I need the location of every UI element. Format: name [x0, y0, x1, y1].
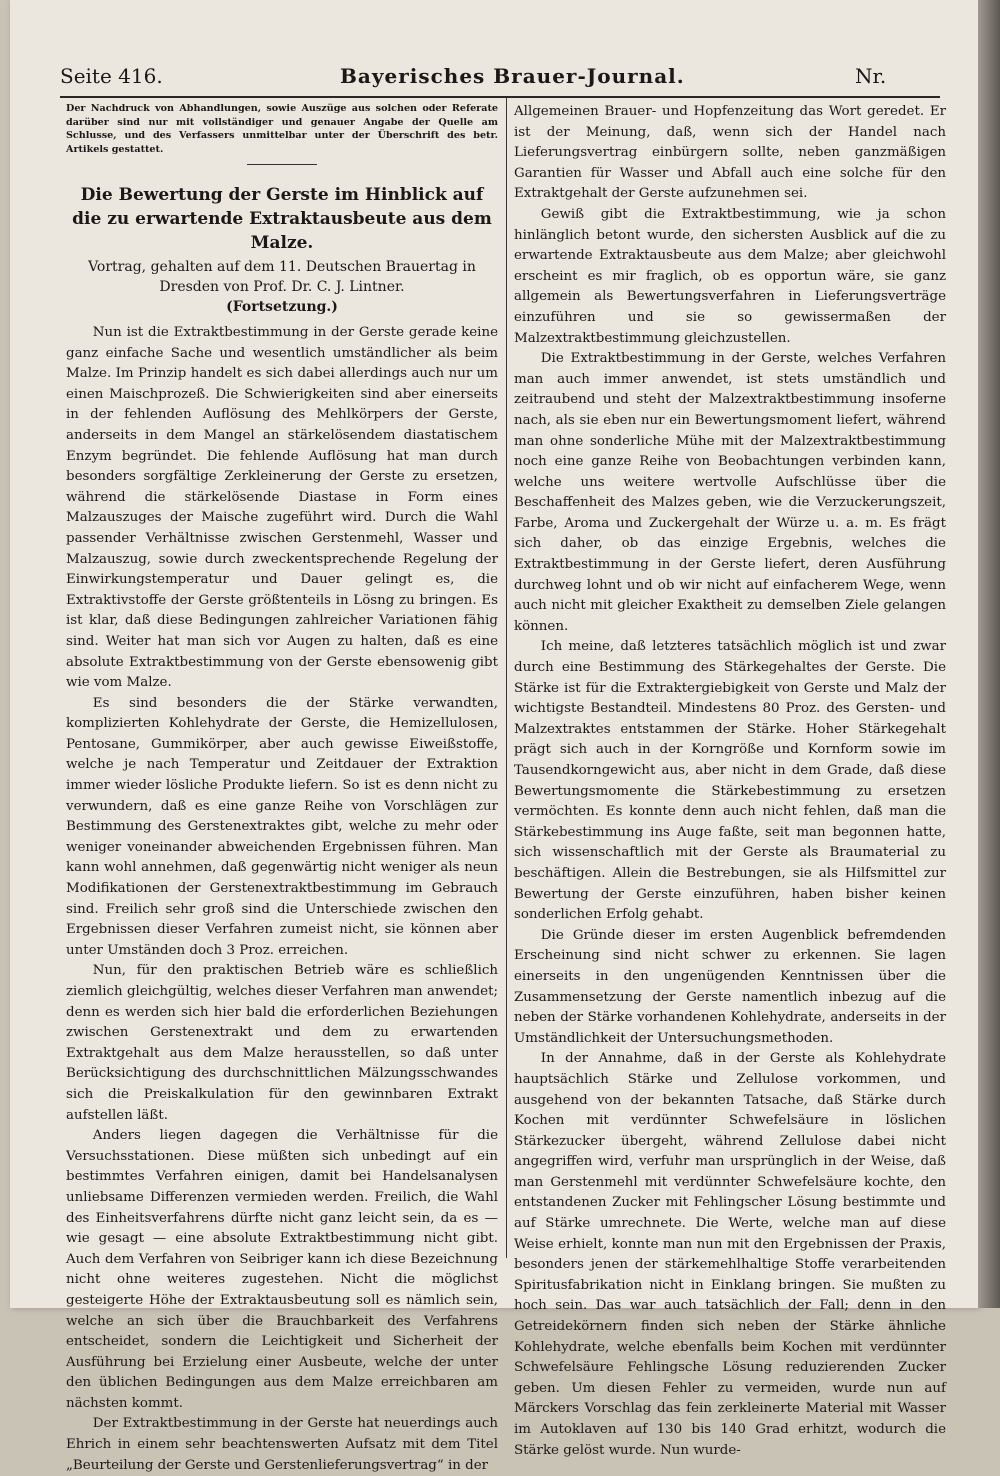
- article-title: Die Bewertung der Gerste im Hinblick auf die zu erwartende Extraktausbeute aus dem Malze.: [72, 185, 492, 253]
- article-subtitle: Vortrag, gehalten auf dem 11. Deutschen Brauertag in Dresden von Prof. Dr. C. J. Lintner.: [88, 259, 476, 295]
- paragraph: Ich meine, daß letzteres tatsächlich möglich ist und zwar durch eine Bestimmung des Stärkegehaltes der Gerste. Die Stärke ist für die Extraktergiebigkeit von Gerste und Malz der wichtigste Bestandteil. Mindestens 80 Proz. des Gersten- und Malzextraktes entstammen der Stärke. Hoher Stärkegehalt prägt sich auch in der Korngröße und Kornform sowie im Tausendkorngewicht aus, aber nicht in dem Grade, daß diese Bewertungsmomente die Stärkebestimmung zu ersetzen vermöchten. Es konnte denn auch nicht fehlen, daß man die Stärkebestimmung ins Auge faßte, seit man begonnen hatte, sich wissenschaftlich mit der Gerste als Braumaterial zu beschäftigen. Allein die Bestrebungen, sie als Hilfsmittel zur Bewertung der Gerste einzuführen, haben bisher keinen sonderlichen Erfolg gehabt.: [514, 639, 946, 923]
- left-column: [66, 102, 498, 1476]
- page-header: [60, 62, 940, 92]
- right-column: [514, 102, 946, 1461]
- paragraph: Nun ist die Extraktbestimmung in der Gerste gerade keine ganz einfache Sache und wesentlich umständlicher als beim Malze. Im Prinzip handelt es sich dabei allerdings auch nur um einen Maischprozeß. Die Schwierigkeiten sind aber einerseits in der fehlenden Auflösung des Mehlkörpers der Gerste, anderseits in dem Mangel an stärkelösendem diastatischem Enzym begründet. Die fehlende Auflösung hat man durch besonders sorgfältige Zerkleinerung der Gerste zu ersetzen, während die stärkelösende Diastase in Form eines Malzauszuges der Maische zugeführt wird. Durch die Wahl passender Verhältnisse zwischen Gerstenmehl, Wasser und Malzauszug, sowie durch zweckentsprechende Regelung der Einwirkungstemperatur und Dauer gelingt es, die Extraktivstoffe der Gerste größtenteils in Lösng zu bringen. Es ist klar, daß diese Bedingungen zahlreicher Variationen fähig sind. Weiter hat man sich vor Augen zu halten, daß es eine absolute Extraktbestimmung von der Gerste ebensowenig gibt wie vom Malze.: [66, 325, 498, 691]
- page-edge-shadow: [978, 0, 1000, 1308]
- notice-rule: [247, 164, 317, 165]
- paragraph: Gewiß gibt die Extraktbestimmung, wie ja schon hinlänglich betont wurde, den sichersten Ausblick auf die zu erwartende Extraktausbeute aus dem Malze; aber gleichwohl erscheint es mir fraglich, ob es opportun wäre, sie ganz allgemein als Bewertungsverfahren in Lieferungsverträge einzuführen und sie so gewissermaßen der Malzextraktbestimmung gleichzustellen.: [514, 206, 946, 346]
- journal-title: Bayerisches Brauer-Journal.: [340, 64, 685, 88]
- paragraph: Es sind besonders die der Stärke verwandten, komplizierten Kohlehydrate der Gerste, die Hemizellulosen, Pentosane, Gummikörper, aber auch gewisse Eiweißstoffe, welche je nach Temperatur und Zeitdauer der Extraktion immer wieder lösliche Produkte liefern. So ist es denn nicht zu verwundern, daß es eine ganze Reihe von Vorschlägen zur Bestimmung des Gerstenextraktes gibt, welche zu mehr oder weniger voneinander abweichenden Ergebnissen führen. Man kann wohl annehmen, daß gegenwärtig nicht weniger als neun Modifikationen der Gerstenextraktbestimmung im Gebrauch sind. Freilich sehr groß sind die Unterschiede zwischen den Ergebnissen dieser Verfahren zumeist nicht, sie können aber unter Umständen doch 3 Proz. erreichen.: [66, 695, 498, 958]
- column-divider: [506, 98, 507, 1258]
- paragraph: Die Gründe dieser im ersten Augenblick befremdenden Erscheinung sind nicht schwer zu erkennen. Sie lagen einerseits in den ungenügenden Kenntnissen über die Zusammensetzung der Gerste namentlich inbezug auf die neben der Stärke vorhandenen Kohlehydrate, anderseits in der Umständlichkeit der Untersuchungsmethoden.: [514, 927, 946, 1046]
- paragraph: Der Extraktbestimmung in der Gerste hat neuerdings auch Ehrich in einem sehr beachtenswerten Aufsatz mit dem Titel „Beurteilung der Gerste und Gerstenlieferungsvertrag“ in der: [66, 1416, 498, 1473]
- paragraph: Nun, für den praktischen Betrieb wäre es schließlich ziemlich gleichgültig, welches dieser Verfahren man anwendet; denn es werden sich hier bald die erforderlichen Beziehungen zwischen Gerstenextrakt und dem zu erwartenden Extraktgehalt aus dem Malze herausstellen, so daß unter Berücksichtigung des durchschnittlichen Mälzungsschwandes sich die Preiskalkulation für den gewinnbaren Extrakt aufstellen läßt.: [66, 963, 498, 1123]
- issue-number-label: Nr.: [855, 64, 887, 88]
- header-rule: [60, 96, 940, 98]
- page-number: Seite 416.: [60, 64, 163, 88]
- paragraph: Allgemeinen Brauer- und Hopfenzeitung das Wort geredet. Er ist der Meinung, daß, wenn sich der Handel nach Lieferungsvertrag einbürgern sollte, neben ganzmäßigen Garantien für Wasser und Abfall auch eine solche für den Extraktgehalt der Gerste aufzunehmen sei.: [514, 104, 946, 202]
- paragraph: In der Annahme, daß in der Gerste als Kohlehydrate hauptsächlich Stärke und Zellulose vorkommen, und ausgehend von der bekannten Tatsache, daß Stärke durch Kochen mit verdünnter Schwefelsäure in löslichen Stärkezucker übergeht, während Zellulose dabei nicht angegriffen wird, verfuhr man ursprünglich in der Weise, daß man Gerstenmehl mit verdünnter Schwefelsäure kochte, den entstandenen Zucker mit Fehlingscher Lösung bestimmte und auf Stärke umrechnete. Die Werte, welche man auf diese Weise erhielt, konnte man nun mit den Ergebnissen der Praxis, besonders jenen der stärkemehlhaltige Stoffe verarbeitenden Spiritusfabrikation nicht in Einklang bringen. Sie mußten zu hoch sein. Das war auch tatsächlich der Fall; denn in den Getreidekörnern finden sich neben der Stärke ähnliche Kohlehydrate, welche ebenfalls beim Kochen mit verdünnter Schwefelsäure Fehlingsche Lösung reduzierenden Zucker geben. Um diesen Fehler zu vermeiden, wurde nun auf Märckers Vorschlag das fein zerkleinerte Material mit Wasser im Autoklaven auf 130 bis 140 Grad erhitzt, wodurch die Stärke gelöst wurde. Nun wurde-: [514, 1051, 946, 1458]
- continuation-label: (Fortsetzung.): [226, 299, 338, 315]
- reprint-notice: Der Nachdruck von Abhandlungen, sowie Auszüge aus solchen oder Referate darüber sind nur mit vollständiger und genauer Angabe der Quelle am Schlusse, und des Verfassers unmittelbar unter der Überschrift des betr. Artikels gestattet.: [66, 103, 498, 155]
- paragraph: Die Extraktbestimmung in der Gerste, welches Verfahren man auch immer anwendet, ist stets umständlich und zeitraubend und steht der Malzextraktbestimmung insoferne nach, als sie eben nur ein Bewertungsmoment liefert, während man ohne sonderliche Mühe mit der Malzextraktbestimmung noch eine ganze Reihe von Beobachtungen verbinden kann, welche uns weitere wertvolle Aufschlüsse über die Beschaffenheit des Malzes geben, wie die Verzuckerungszeit, Farbe, Aroma und Zuckergehalt der Würze u. a. m. Es frägt sich daher, ob das einzige Ergebnis, welches die Extraktbestimmung in der Gerste liefert, deren Ausführung durchweg lohnt und ob wir nicht auf einfacherem Wege, wenn auch nicht mit gleicher Exaktheit zu demselben Ziele gelangen können.: [514, 351, 946, 634]
- paragraph: Anders liegen dagegen die Verhältnisse für die Versuchsstationen. Diese müßten sich unbedingt auf ein bestimmtes Verfahren einigen, damit bei Handelsanalysen unliebsame Differenzen vermieden werden. Freilich, die Wahl des Einheitsverfahrens dürfte nicht ganz leicht sein, da es — wie gesagt — eine absolute Extraktbestimmung nicht gibt. Auch dem Verfahren von Seibriger kann ich diese Bezeichnung nicht ohne weiteres zugestehen. Nicht die möglichst gesteigerte Höhe der Extraktausbeutung soll es nämlich sein, welche an sich über die Brauchbarkeit des Verfahrens entscheidet, sondern die Leichtigkeit und Sicherheit der Ausführung bei Erzielung einer Ausbeute, welche der unter den üblichen Bedingungen aus dem Malze erreichbaren am nächsten kommt.: [66, 1128, 498, 1411]
